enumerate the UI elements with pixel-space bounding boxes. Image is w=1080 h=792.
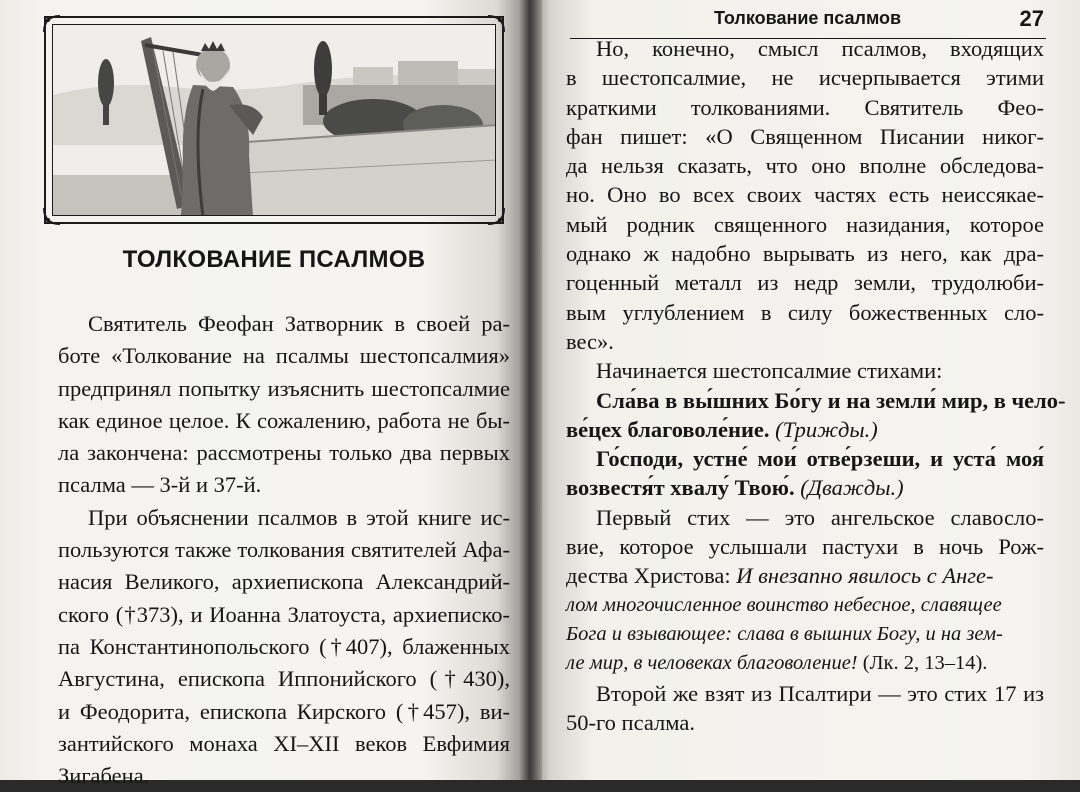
text-line: гоценный металл из недр земли, трудолюби- <box>566 270 1044 296</box>
book-gutter <box>520 0 542 780</box>
quote-line: Бога и взывающее: слава в вышних Богу, и на зем- <box>566 622 1003 645</box>
text-line: 50-го псалма. <box>566 709 695 735</box>
page-number: 27 <box>1019 6 1044 31</box>
verse-line: Го́споди, устне́ мои́ отве́рзеши, и уста́ моя́ <box>596 446 1044 472</box>
text-line: в шестопсалмие, не исчерпывается этими <box>566 65 1044 91</box>
illustration-frame <box>44 16 504 224</box>
text-line: как единое целое. К сожалению, работа не бы- <box>58 407 510 433</box>
verse-line <box>566 473 1044 502</box>
right-body-text <box>566 34 1066 737</box>
verse-text: ве́цех благоволе́ние. <box>566 416 770 442</box>
left-body-text <box>58 308 510 792</box>
text-line: Первый стих — это ангельское славосло- <box>596 504 1044 530</box>
text-line: вым углублением в силу божественных сло- <box>566 299 1044 325</box>
quote-line <box>566 649 1044 678</box>
text-line: пользуются также толкования святителей Афа- <box>58 537 510 563</box>
chapter-heading: ТОЛКОВАНИЕ ПСАЛМОВ <box>122 246 426 273</box>
text-line: ского (†373), и Иоанна Златоуста, архиеписко- <box>58 601 510 627</box>
text-line: и Феодорита, епископа Кирского (†457), ви- <box>58 698 510 724</box>
text-line: насия Великого, архиепископа Александрий- <box>58 569 510 595</box>
left-page <box>0 0 528 789</box>
text-line: мый родник священного назидания, которое <box>566 211 1044 237</box>
text-line: но. Оно во всех своих частях есть неиссякае- <box>566 182 1044 208</box>
text-line: краткими толкованиями. Святитель Фео- <box>566 94 1044 120</box>
text-line: Святитель Феофан Затворник в своей ра- <box>88 311 510 336</box>
text-line: Второй же взят из Псалтири — это стих 17 из <box>596 680 1044 706</box>
text-line: Зигабена. <box>58 763 150 789</box>
illustration-king-david <box>52 24 496 216</box>
text-line: ла закончена: рассмотрены только два первых <box>58 440 510 466</box>
quote-line: лом многочисленное воинство небесное, славящее <box>566 593 1002 616</box>
verse-note: (Дважды.) <box>800 475 904 501</box>
text-line: Начинается шестопсалмие стихами: <box>596 358 943 384</box>
text-line <box>566 561 1044 590</box>
verse-line <box>566 415 1044 444</box>
quote-segment: И внезапно явилось с Анге- <box>736 563 994 589</box>
text-line: вес». <box>566 328 614 354</box>
text-line: па Константинопольского (†407), блаженных <box>58 633 510 659</box>
running-head-title: Толкование псалмов <box>714 8 902 28</box>
text-line: При объяснении псалмов в этой книге ис- <box>88 504 510 530</box>
text-line: боте «Толкование на псалмы шестопсалмия» <box>58 343 510 369</box>
verse-note: (Трижды.) <box>775 416 878 442</box>
text-segment: дества Христова: <box>566 563 737 589</box>
text-line: псалма — 3-й и 37-й. <box>58 472 262 498</box>
text-line: вие, которое услышали пастухи в ночь Рож- <box>566 534 1044 560</box>
text-line: фан пишет: «О Священном Писании никог- <box>566 123 1044 149</box>
verse-line: Сла́ва в вы́шних Бо́гу и на земли́ мир, в чело- <box>596 387 1066 413</box>
text-line: да нельзя сказать, что оно вполне обследова- <box>566 153 1044 179</box>
text-line: Августина, епископа Иппонийского (†430), <box>58 666 510 692</box>
text-line: предпринял попытку изъяснить шестопсалмие <box>58 375 510 401</box>
verse-text: возвестя́т хвалу́ Твою́. <box>566 475 795 501</box>
scripture-reference: (Лк. 2, 13–14). <box>857 652 988 675</box>
quote-segment: ле мир, в человеках благоволение! <box>566 652 858 675</box>
text-line: Но, конечно, смысл псалмов, входящих <box>596 36 1044 61</box>
text-line: зантийского монаха XI–XII веков Евфимия <box>58 730 510 756</box>
text-line: однако ж надобно вырывать из него, как дра- <box>566 241 1044 267</box>
